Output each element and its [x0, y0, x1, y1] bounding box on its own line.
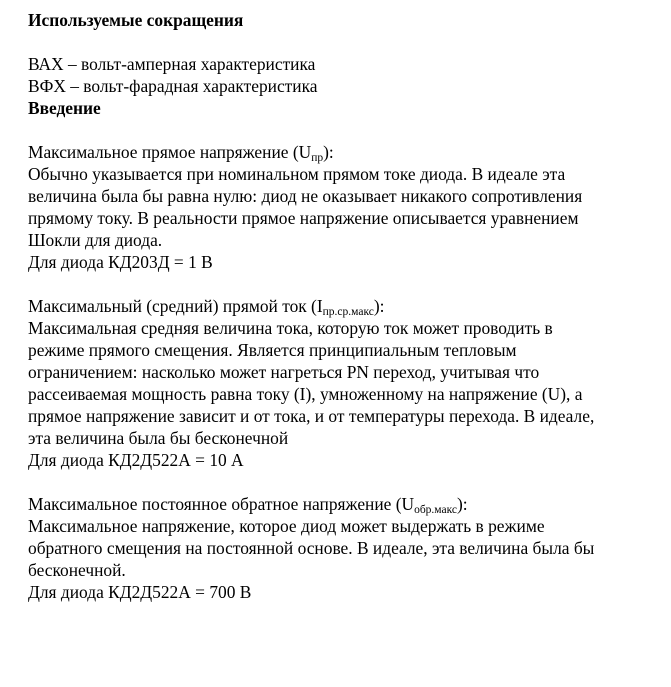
heading-text: Максимальное прямое напряжение (U: [28, 142, 312, 162]
paragraph-line: прямое напряжение зависит и от тока, и от температуры перехода. В идеале,: [28, 406, 595, 426]
reverse-voltage-heading: [28, 493, 658, 515]
forward-current-heading: [28, 295, 658, 317]
heading-text-end: ):: [373, 296, 385, 316]
paragraph-line: эта величина была бы бесконечной: [28, 428, 289, 448]
paragraph-line: обратного смещения на постоянной основе. В идеале, эта величина была бы: [28, 538, 595, 558]
heading-subscript: пр: [311, 152, 324, 164]
paragraph-line: ограничением: насколько может нагреться PN переход, учитывая что: [28, 362, 540, 382]
reverse-voltage-value: Для диода КД2Д522А = 700 В: [28, 582, 252, 602]
spacer: [28, 119, 658, 141]
paragraph-line: Максимальная средняя величина тока, которую ток может проводить в: [28, 318, 553, 338]
abbreviation-item: ВАХ – вольт-амперная характеристика: [28, 54, 316, 74]
document-page: [28, 9, 658, 603]
heading-subscript: пр.ср.макс: [322, 306, 374, 318]
paragraph-line: Обычно указывается при номинальном прямом токе диода. В идеале эта: [28, 164, 566, 184]
paragraph-line: Максимальное напряжение, которое диод может выдержать в режиме: [28, 516, 545, 536]
spacer: [28, 471, 658, 493]
abbreviation-item: ВФХ – вольт-фарадная характеристика: [28, 76, 318, 96]
paragraph-line: режиме прямого смещения. Является принципиальным тепловым: [28, 340, 517, 360]
paragraph-line: бесконечной.: [28, 560, 126, 580]
heading-text: Максимальное постоянное обратное напряжение (U: [28, 494, 415, 514]
paragraph-line: Шокли для диода.: [28, 230, 163, 250]
spacer: [28, 31, 658, 53]
heading-text: Максимальный (средний) прямой ток (I: [28, 296, 323, 316]
paragraph-line: прямому току. В реальности прямое напряжение описывается уравнением: [28, 208, 579, 228]
paragraph-line: рассеиваемая мощность равна току (I), умноженному на напряжение (U), а: [28, 384, 583, 404]
heading-subscript: обр.макс: [414, 504, 458, 516]
forward-voltage-heading: [28, 141, 658, 163]
forward-voltage-value: Для диода КД203Д = 1 В: [28, 252, 213, 272]
intro-title: Введение: [28, 98, 101, 118]
abbreviations-title: Используемые сокращения: [28, 10, 244, 30]
spacer: [28, 273, 658, 295]
paragraph-line: величина была бы равна нулю: диод не оказывает никакого сопротивления: [28, 186, 583, 206]
heading-text-end: ):: [323, 142, 334, 162]
forward-current-value: Для диода КД2Д522А = 10 А: [28, 450, 244, 470]
heading-text-end: ):: [457, 494, 468, 514]
